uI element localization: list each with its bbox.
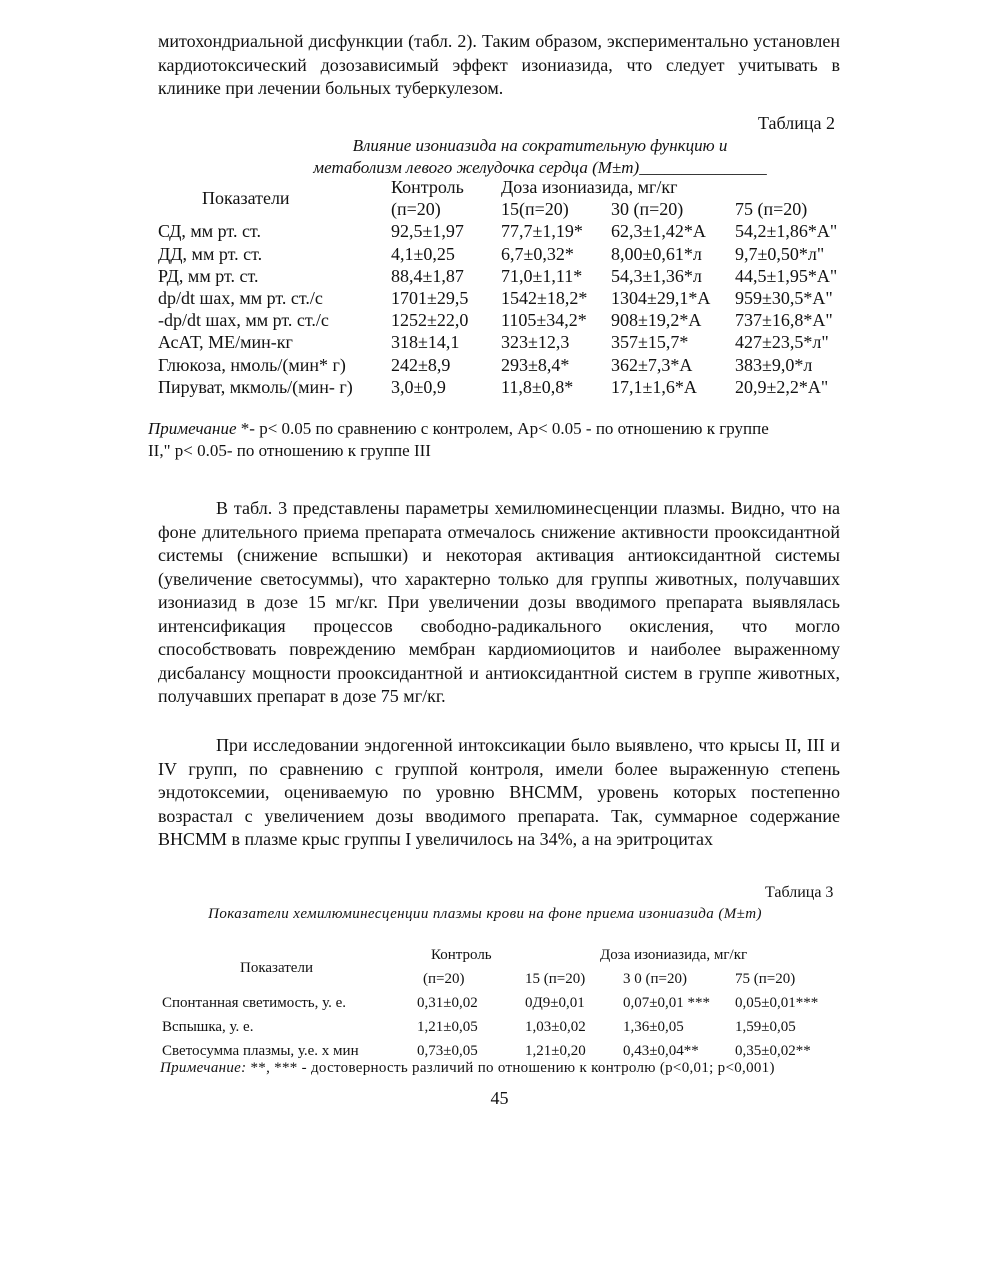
cell-control: 242±8,9 [391,354,451,375]
table3-header-n-75: 75 (п=20) [735,971,796,987]
cell-dose-30: 1,36±0,05 [623,1019,684,1035]
cell-dose-75: 9,7±0,50*л" [735,243,825,264]
cell-dose-15: 6,7±0,32* [501,243,574,264]
table2-title-line1: Влияние изониазида на сократительную функцию и [352,136,728,155]
table2-title [250,135,830,179]
cell-dose-30: 8,00±0,61*л [611,243,702,264]
cell-dose-75: 959±30,5*А" [735,287,833,308]
page-number: 45 [490,1088,509,1108]
row-name: Пируват, мкмоль/(мин- г) [158,376,353,397]
table3-header-n-control: (п=20) [423,971,465,987]
table3-note [160,1060,775,1077]
cell-dose-75: 0,05±0,01*** [735,995,819,1011]
table3-header-dose: Доза изониазида, мг/кг [600,947,748,963]
cell-control: 3,0±0,9 [391,376,446,397]
cell-dose-30: 17,1±1,6*А [611,376,697,397]
table3-title: Показатели хемилюминесценции плазмы крови на фоне приема изониазида (М±т) [208,906,762,922]
row-name: АсАТ, МЕ/мин-кг [158,332,293,353]
cell-dose-15: 71,0±1,11* [501,265,583,286]
table3 [162,944,845,1064]
row-name: Спонтанная светимость, у. е. [162,995,347,1011]
row-name: РД, мм рт. ст. [158,265,259,286]
cell-dose-15: 0Д9±0,01 [525,995,585,1011]
table2-header-n-30: 30 (п=20) [611,199,684,220]
table2-header-n-15: 15(п=20) [501,199,569,220]
table3-header-control: Контроль [431,947,492,963]
cell-dose-15: 1105±34,2* [501,310,587,331]
cell-dose-75: 427±23,5*л" [735,332,829,353]
table-row [158,243,845,265]
table2-label: Таблица 2 [758,113,835,133]
table2-note-label: Примечание [148,419,237,438]
table2 [158,176,845,398]
cell-dose-15: 1,03±0,02 [525,1019,586,1035]
cell-dose-15: 77,7±1,19* [501,221,583,242]
cell-control: 0,73±0,05 [417,1043,478,1059]
table2-header-indicator: Показатели [202,188,290,209]
cell-dose-75: 1,59±0,05 [735,1019,796,1035]
cell-dose-75: 44,5±1,95*А" [735,265,838,286]
cell-dose-30: 0,43±0,04** [623,1043,699,1059]
cell-dose-15: 293±8,4* [501,354,570,375]
table-row [158,331,845,353]
table3-label: Таблица 3 [765,884,834,901]
table2-note-text1: *- р< 0.05 по сравнению с контролем, Ар< 0.05 - по отношению к группе [236,419,769,438]
cell-dose-15: 11,8±0,8* [501,376,574,397]
table-row [158,354,845,376]
cell-dose-75: 54,2±1,86*А" [735,221,838,242]
table-row [158,376,845,398]
table2-header-control: Контроль [391,177,464,197]
table2-note-text2: II," р< 0.05- по отношению к группе III [148,441,431,460]
table3-header-indicator: Показатели [240,960,313,976]
table-row [158,309,845,331]
paragraph-2: В табл. 3 представлены параметры хемилюминесценции плазмы. Видно, что на фоне длительного приема препарата отмечалось снижение активности прооксидантной системы (снижение вспышки) и некоторая активация антиоксидантной системы (увеличение светосуммы), что характерно только для группы животных, получавших изониазид в дозе 15 мг/кг. При увеличении дозы вводимого препарата выявлялась интенсификация процессов свободно-радикального окисления, что могло способствовать повреждению мембран кардиомиоцитов и наиболее выраженному дисбалансу мощности прооксидантной и антиоксидантной систем в группе животных, получавших препарат в дозе 75 мг/кг. [158,498,840,706]
table-row [162,992,845,1016]
paragraph-1: митохондриальной дисфункции (табл. 2). Таким образом, экспериментально установлен кардиотоксический дозозависимый эффект изониазида, что следует учитывать в клинике при лечении больных туберкулезом. [158,31,840,98]
table3-note-text: **, *** - достоверность различий по отношению к контролю (р<0,01; р<0,001) [246,1060,775,1076]
row-name: dp/dt шах, мм рт. ст./с [158,287,323,308]
cell-dose-30: 908±19,2*А [611,310,702,331]
cell-control: 88,4±1,87 [391,265,464,286]
cell-dose-30: 54,3±1,36*л [611,265,702,286]
cell-control: 1252±22,0 [391,310,469,331]
cell-dose-75: 383±9,0*л [735,354,813,375]
cell-dose-75: 20,9±2,2*А" [735,376,829,397]
cell-control: 1701±29,5 [391,287,469,308]
cell-control: 1,21±0,05 [417,1019,478,1035]
table-row [158,220,845,242]
cell-control: 4,1±0,25 [391,243,455,264]
cell-dose-15: 323±12,3 [501,332,570,353]
row-name: СД, мм рт. ст. [158,221,261,242]
table2-note [148,418,769,462]
cell-dose-75: 737±16,8*А" [735,310,833,331]
row-name: Светосумма плазмы, у.е. х мин [162,1043,359,1059]
table3-header-n-30: 3 0 (п=20) [623,971,687,987]
table-row [162,1016,845,1040]
table-row [158,265,845,287]
cell-control: 318±14,1 [391,332,460,353]
cell-dose-15: 1,21±0,20 [525,1043,586,1059]
table3-note-label: Примечание: [160,1060,247,1076]
table2-header-row-1 [158,176,845,198]
table-row [158,287,845,309]
row-name: Вспышка, у. е. [162,1019,254,1035]
cell-dose-30: 0,07±0,01 *** [623,995,710,1011]
row-name: ДД, мм рт. ст. [158,243,263,264]
cell-dose-15: 1542±18,2* [501,287,588,308]
table2-header-n-75: 75 (п=20) [735,199,808,220]
cell-dose-30: 62,3±1,42*А [611,221,706,242]
table3-header-row-1 [162,944,845,968]
cell-dose-30: 357±15,7* [611,332,689,353]
paragraph-3: При исследовании эндогенной интоксикации было выявлено, что крысы II, III и IV групп, по сравнению с группой контроля, имели более выраженную степень эндотоксемии, оцениваемую по уровню ВНСММ, уровень которых постепенно возрастал с увеличением дозы вводимого препарата. Так, суммарное содержание ВНСММ в плазме крыс группы I увеличилось на 34%, а на эритроцитах [158,735,840,849]
cell-dose-30: 1304±29,1*А [611,287,711,308]
row-name: -dp/dt шах, мм рт. ст./с [158,310,329,331]
table2-header-dose: Доза изониазида, мг/кг [501,177,678,197]
cell-dose-75: 0,35±0,02** [735,1043,811,1059]
cell-control: 92,5±1,97 [391,221,464,242]
row-name: Глюкоза, нмоль/(мин* г) [158,354,346,375]
table2-title-line2: метаболизм левого желудочка сердца (М±т)_______________ [313,158,767,177]
table2-header-n-control: (п=20) [391,199,441,220]
cell-control: 0,31±0,02 [417,995,478,1011]
table3-header-n-15: 15 (п=20) [525,971,586,987]
cell-dose-30: 362±7,3*А [611,354,693,375]
